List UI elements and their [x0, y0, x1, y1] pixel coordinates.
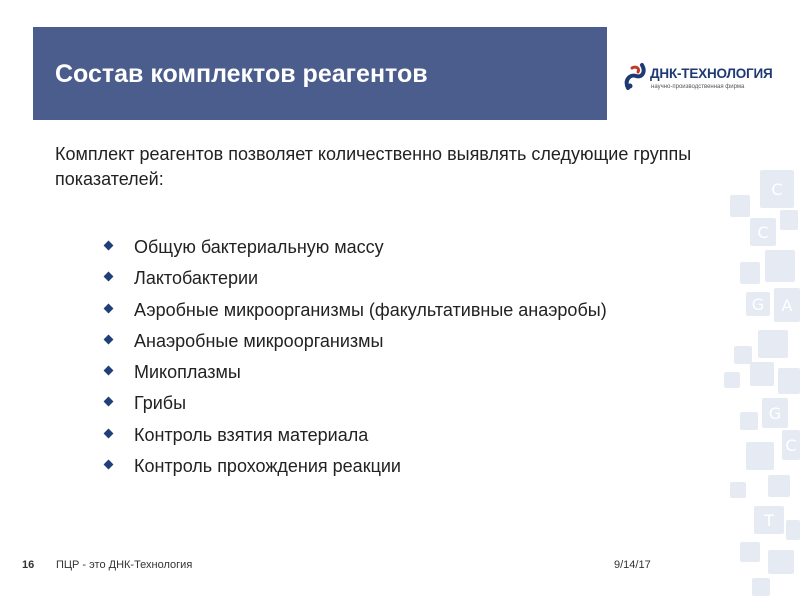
- slide-title: Состав комплектов реагентов: [55, 60, 428, 88]
- intro-paragraph: Комплект реагентов позволяет количественно выявлять следующие группы показателей:: [55, 144, 692, 189]
- list-item-text: Общую бактериальную массу: [134, 237, 384, 257]
- decor-tile-letter: C: [771, 179, 783, 199]
- decor-tile: [778, 368, 800, 394]
- diamond-bullet-icon: [104, 366, 114, 376]
- page-number: 16: [22, 559, 35, 571]
- decor-tile: [786, 520, 800, 540]
- decor-tile: [782, 430, 800, 460]
- list-item-text: Лактобактерии: [134, 268, 259, 289]
- decor-tile: [768, 550, 794, 574]
- diamond-bullet-icon: [104, 428, 114, 438]
- list-item-text: Микоплазмы: [134, 362, 241, 383]
- title-bar: [33, 27, 607, 120]
- decor-tile-letter: G: [751, 294, 765, 314]
- footer-date: 9/14/17: [614, 559, 651, 571]
- diamond-bullet-icon: [104, 334, 114, 344]
- decor-tile: [774, 288, 800, 322]
- decor-tile: [752, 578, 770, 596]
- logo-name: ДНК-ТЕХНОЛОГИЯ: [650, 66, 773, 81]
- company-logo: [624, 60, 774, 100]
- decor-tile: [758, 330, 788, 358]
- decorative-tile-pattern: [710, 150, 800, 600]
- decor-tile: [768, 475, 790, 497]
- decor-tile-letter: C: [785, 435, 797, 455]
- diamond-bullet-icon: [104, 272, 114, 282]
- decor-tile-letter: T: [764, 510, 774, 530]
- decor-tile: [724, 372, 740, 388]
- decor-tile: [730, 482, 746, 498]
- list-item-text: Контроль прохождения реакции: [134, 456, 401, 477]
- list-item-text: Анаэробные микроорганизмы: [134, 330, 384, 351]
- list-item-text: Грибы: [134, 393, 187, 414]
- decor-tile: [780, 210, 798, 230]
- list-item-text: Контроль взятия материала: [134, 424, 369, 445]
- decor-tile: [740, 412, 758, 430]
- diamond-bullet-icon: [104, 303, 114, 313]
- dna-logo-icon: [624, 62, 648, 92]
- decor-tile-letter: A: [781, 295, 793, 315]
- diamond-bullet-icon: [104, 397, 114, 407]
- decor-tile: [762, 398, 788, 428]
- decor-tile: [740, 542, 760, 562]
- logo-tagline: научно-производственная фирма: [651, 84, 745, 90]
- decor-tile: [754, 506, 784, 534]
- list-item-text: Аэробные микроорганизмы (факультативные анаэробы): [134, 299, 607, 320]
- decor-tile-letter: G: [768, 403, 782, 423]
- decor-tile: [734, 346, 752, 364]
- decor-tile: [746, 292, 770, 316]
- decor-tile-letter: C: [757, 222, 769, 242]
- footer-text: ПЦР - это ДНК-Технология: [56, 559, 193, 571]
- diamond-bullet-icon: [104, 241, 114, 251]
- decor-tile: [740, 262, 760, 284]
- decor-tile: [730, 195, 750, 217]
- decor-tile: [746, 442, 774, 470]
- decor-tile: [750, 218, 776, 246]
- decor-tile: [765, 250, 795, 282]
- decor-tile: [750, 362, 774, 386]
- diamond-bullet-icon: [104, 460, 114, 470]
